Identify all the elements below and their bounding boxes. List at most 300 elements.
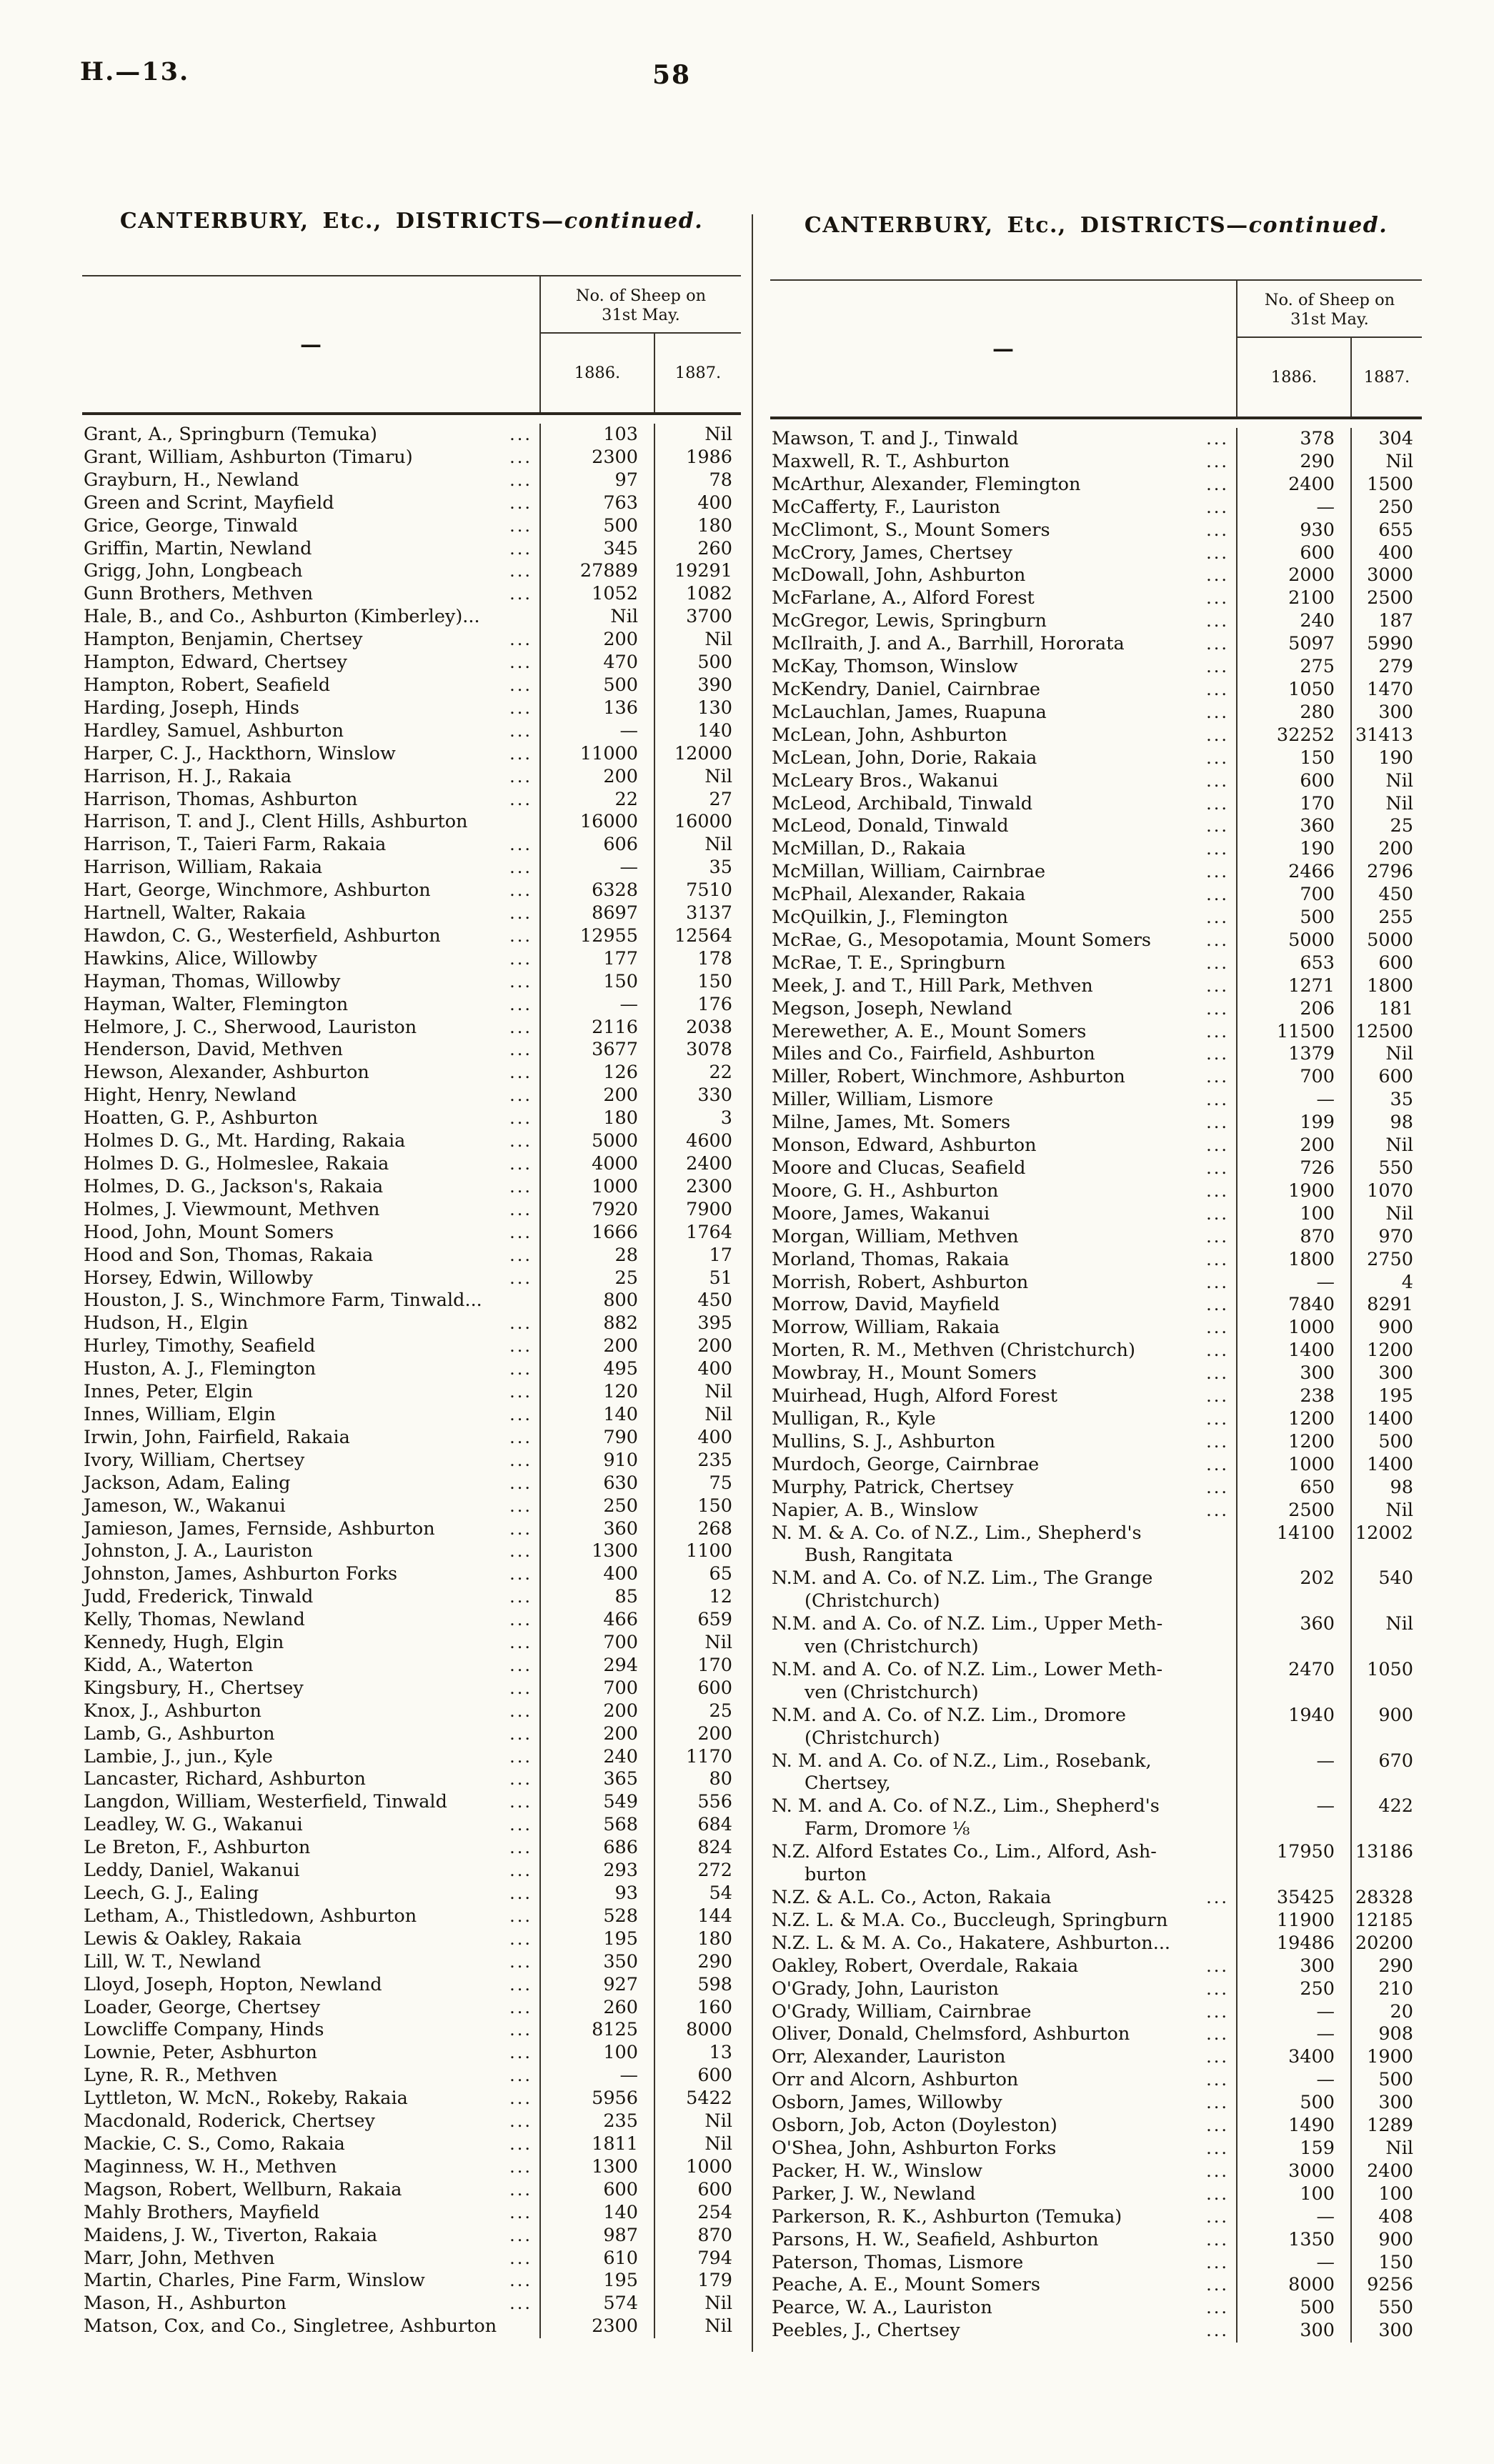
entry-name-cell [770, 1317, 1236, 1340]
value-1886: 360 [1236, 815, 1350, 838]
value-1887: 1070 [1350, 1180, 1422, 1203]
entry-name-cell [82, 1222, 539, 1245]
leader-dots: ... [509, 1176, 532, 1197]
table-row [770, 702, 1422, 724]
entry-name-cell [82, 1358, 539, 1381]
entry-name-cell [770, 1500, 1236, 1522]
entry-name-cell [82, 2179, 539, 2202]
entry-name-line [84, 1062, 539, 1084]
entry-name: Hawkins, Alice, Willowby [84, 947, 318, 969]
value-1886: 1200 [1236, 1431, 1350, 1454]
table-row [82, 1723, 741, 1746]
table-row [82, 697, 741, 720]
entry-name: Jamieson, James, Fernside, Ashburton [84, 1517, 435, 1540]
value-1886: 1666 [539, 1222, 654, 1245]
table-row [770, 815, 1422, 838]
entry-name: Hampton, Edward, Chertsey [84, 652, 347, 674]
entry-name: N.Z. Alford Estates Co., Lim., Alford, Ash- [772, 1841, 1157, 1863]
entry-name-line [84, 1540, 539, 1563]
entry-name-line [84, 447, 539, 469]
table-row [82, 834, 741, 857]
value-1887: Nil [1350, 451, 1422, 474]
entry-name-line [772, 656, 1236, 679]
table-row [82, 1540, 741, 1563]
value-1886: 2466 [1236, 861, 1350, 884]
value-1886: 240 [539, 1746, 654, 1769]
page-number: 58 [652, 60, 692, 90]
table-row [82, 1312, 741, 1335]
value-1887: 2750 [1350, 1249, 1422, 1272]
value-1887: 330 [654, 1084, 741, 1107]
entry-name: McKay, Thomson, Winslow [772, 656, 1018, 678]
value-1887: 408 [1350, 2206, 1422, 2229]
table-row [770, 1795, 1422, 1841]
leader-dots: ... [509, 2202, 532, 2223]
value-1887: 550 [1350, 2297, 1422, 2320]
leader-dots: ... [509, 903, 532, 924]
entry-name-line [84, 2315, 539, 2338]
entry-name-cell [82, 697, 539, 720]
value-1886: 7920 [539, 1199, 654, 1222]
entry-name: N. M. & A. Co. of N.Z., Lim., Shepherd's [772, 1522, 1142, 1544]
entry-name-line [84, 1632, 539, 1655]
entry-name-line [772, 474, 1236, 497]
table-row [82, 1860, 741, 1882]
leader-dots: ... [1206, 2183, 1229, 2204]
value-1886: 200 [539, 1723, 654, 1746]
entry-name: Pearce, W. A., Lauriston [772, 2297, 992, 2319]
entry-name-cell [82, 2202, 539, 2225]
entry-name: Maidens, J. W., Tiverton, Rakaia [84, 2224, 378, 2246]
table-row [82, 1518, 741, 1541]
value-1886: 97 [539, 469, 654, 492]
value-1887: 181 [1350, 998, 1422, 1021]
value-1887: 450 [654, 1290, 741, 1312]
value-1887: 290 [1350, 1955, 1422, 1978]
value-1886: 238 [1236, 1385, 1350, 1408]
entry-name: Lewis & Oakley, Rakaia [84, 1927, 302, 1950]
value-1887: 2796 [1350, 861, 1422, 884]
entry-name: Muirhead, Hugh, Alford Forest [772, 1385, 1057, 1407]
entry-name: Lowcliffe Company, Hinds [84, 2019, 324, 2041]
entry-name-cell [82, 1404, 539, 1427]
entry-name: McClimont, S., Mount Somers [772, 519, 1050, 541]
entry-name: Grice, George, Tinwald [84, 514, 299, 537]
leader-dots: ... [1206, 1408, 1229, 1429]
entry-name: Miles and Co., Fairfield, Ashburton [772, 1043, 1095, 1065]
leader-dots: ... [509, 561, 532, 582]
leader-dots: ... [1206, 1295, 1229, 1315]
leader-dots: ... [509, 1518, 532, 1539]
leader-dots: ... [1206, 1203, 1229, 1224]
value-1887: 51 [654, 1267, 741, 1290]
value-1887: 5000 [1350, 929, 1422, 952]
table-row [82, 2202, 741, 2225]
entry-name: Grayburn, H., Newland [84, 469, 299, 491]
value-1887: 7510 [654, 879, 741, 902]
entry-name-line [772, 1932, 1236, 1955]
entry-name-line [772, 1294, 1236, 1317]
entry-name-cell [770, 1659, 1236, 1705]
table-row [82, 1746, 741, 1769]
entry-name: Irwin, John, Fairfield, Rakaia [84, 1426, 350, 1448]
value-1886: 275 [1236, 656, 1350, 679]
entry-name-continuation: burton [805, 1864, 867, 1886]
entry-name: N.M. and A. Co. of N.Z. Lim., The Grange [772, 1567, 1153, 1590]
value-1887: 3700 [654, 606, 741, 629]
value-1886: 500 [1236, 2297, 1350, 2320]
entry-name-continuation: Chertsey, [805, 1772, 891, 1795]
value-1886: 500 [1236, 2092, 1350, 2115]
value-1887: 1800 [1350, 975, 1422, 998]
leader-dots: ... [1206, 907, 1229, 928]
table-row [770, 1134, 1422, 1157]
table-row [770, 1021, 1422, 1044]
entry-name: Megson, Joseph, Newland [772, 997, 1012, 1019]
leader-dots: ... [1206, 519, 1229, 540]
value-1887: 400 [654, 1427, 741, 1450]
value-1886: 120 [539, 1381, 654, 1404]
entry-name-cell [82, 2042, 539, 2065]
table-row [82, 2293, 741, 2315]
value-1887: 12500 [1350, 1021, 1422, 1044]
entry-name: Lamb, G., Ashburton [84, 1722, 275, 1745]
leader-dots: ... [509, 2156, 532, 2177]
table-row [770, 451, 1422, 474]
table-row [82, 925, 741, 948]
entry-name-line [84, 811, 539, 834]
entry-name-continuation: Farm, Dromore ⅛ [805, 1818, 970, 1840]
entry-name-cell [82, 1768, 539, 1791]
leader-dots: ... [1206, 657, 1229, 677]
leader-dots: ... [509, 1359, 532, 1380]
value-1886: 85 [539, 1586, 654, 1609]
entry-name-cell [82, 1540, 539, 1563]
entry-name: Hart, George, Winchmore, Ashburton [84, 879, 431, 902]
entry-name-cell [770, 1910, 1236, 1932]
table-row [770, 1157, 1422, 1180]
value-1887: 4600 [654, 1130, 741, 1153]
table-row [770, 2092, 1422, 2115]
value-1887: 210 [1350, 1978, 1422, 2001]
entry-name-cell [82, 652, 539, 674]
table-row [770, 1567, 1422, 1613]
entry-name-cell [82, 1905, 539, 1928]
leader-dots: ... [509, 1815, 532, 1835]
entry-name: Holmes, J. Viewmount, Methven [84, 1198, 380, 1220]
entry-name-cell [82, 1290, 539, 1312]
value-1887: 600 [1350, 1066, 1422, 1089]
leader-dots: ... [509, 880, 532, 901]
entry-name: Innes, Peter, Elgin [84, 1381, 254, 1403]
value-1886: 170 [1236, 793, 1350, 816]
entry-name-line [772, 1021, 1236, 1044]
entry-name-cell [82, 1427, 539, 1450]
entry-name: N. M. and A. Co. of N.Z., Lim., Rosebank, [772, 1750, 1152, 1772]
entry-name-line [772, 1180, 1236, 1203]
entry-name: Orr and Alcorn, Ashburton [772, 2069, 1019, 2091]
value-1887: 5422 [654, 2088, 741, 2110]
entry-name-cell [82, 629, 539, 652]
value-1886: 2000 [1236, 564, 1350, 587]
entry-name-line [772, 679, 1236, 702]
entry-name-line [84, 2019, 539, 2042]
leader-dots: ... [1206, 952, 1229, 973]
table-row [82, 971, 741, 994]
entry-name-cell [82, 1837, 539, 1860]
entry-name: Mackie, C. S., Como, Rakaia [84, 2133, 345, 2155]
value-1886: 500 [1236, 907, 1350, 929]
value-1887: 25 [654, 1700, 741, 1723]
entry-name: Kennedy, Hugh, Elgin [84, 1632, 284, 1654]
leader-dots: ... [1206, 1317, 1229, 1338]
entry-name-line [84, 538, 539, 561]
leader-dots: ... [1206, 884, 1229, 905]
leader-dots: ... [1206, 1021, 1229, 1042]
value-1886: 1400 [1236, 1340, 1350, 1362]
value-1887: 13186 [1350, 1841, 1422, 1887]
table-row [770, 2138, 1422, 2160]
sheep-header-line2: 31st May. [602, 306, 680, 324]
leader-dots: ... [1206, 862, 1229, 882]
value-1887: 540 [1350, 1567, 1422, 1613]
table-row [770, 610, 1422, 633]
value-1886: 882 [539, 1312, 654, 1335]
leader-dots: ... [509, 2088, 532, 2109]
value-1886: 2400 [1236, 474, 1350, 497]
table-row [82, 515, 741, 538]
leader-dots: ... [509, 584, 532, 604]
entry-name-cell [770, 1955, 1236, 1978]
entry-name: Houston, J. S., Winchmore Farm, Tinwald... [84, 1290, 482, 1312]
leader-dots: ... [1206, 2070, 1229, 2090]
leader-dots: ... [509, 652, 532, 673]
table-title-main: CANTERBURY, Etc., DISTRICTS— [804, 213, 1249, 238]
value-1887: 550 [1350, 1157, 1422, 1180]
entry-name-line [84, 1084, 539, 1107]
value-1886: — [1236, 1750, 1350, 1796]
table-row [770, 975, 1422, 998]
value-1887: 272 [654, 1860, 741, 1882]
table-row [770, 1249, 1422, 1272]
table-row [82, 1267, 741, 1290]
leader-dots: ... [509, 2111, 532, 2132]
entry-name-cell [82, 1199, 539, 1222]
value-1886: 150 [539, 971, 654, 994]
value-1886: 8697 [539, 902, 654, 925]
entry-name-line [772, 838, 1236, 861]
value-1886: 25 [539, 1267, 654, 1290]
value-1887: 304 [1350, 428, 1422, 451]
entry-name-line [772, 2320, 1236, 2343]
value-1886: 600 [1236, 542, 1350, 565]
value-1886: 1350 [1236, 2229, 1350, 2252]
entry-name-cell [82, 994, 539, 1017]
leader-dots: ... [509, 1928, 532, 1949]
entry-name-line [772, 1431, 1236, 1454]
year-1886-header: 1886. [574, 364, 621, 382]
leader-dots: ... [1206, 1454, 1229, 1475]
entry-name-line [84, 1928, 539, 1951]
value-1886: 1000 [1236, 1454, 1350, 1477]
table-row [82, 2065, 741, 2088]
entry-name-cell [770, 2160, 1236, 2183]
value-1886: 700 [1236, 884, 1350, 907]
entry-name-cell [770, 1134, 1236, 1157]
entry-name-cell [770, 1567, 1236, 1613]
value-1886: 200 [539, 766, 654, 789]
entry-name: Osborn, Job, Acton (Doyleston) [772, 2115, 1057, 2137]
value-1886: 4000 [539, 1153, 654, 1176]
entry-name-cell [770, 1431, 1236, 1454]
leader-dots: ... [1206, 2093, 1229, 2113]
value-1886: 600 [539, 2179, 654, 2202]
value-1886: 700 [539, 1632, 654, 1655]
entry-name-cell [82, 1518, 539, 1541]
entry-name: McLean, John, Dorie, Rakaia [772, 747, 1037, 769]
entry-name-cell [770, 1112, 1236, 1134]
entry-name: Le Breton, F., Ashburton [84, 1837, 311, 1859]
value-1887: 31413 [1350, 724, 1422, 747]
entry-name-line [84, 1860, 539, 1882]
entry-name: Harrison, H. J., Rakaia [84, 765, 292, 787]
value-1887: Nil [1350, 1500, 1422, 1522]
value-1887: 1500 [1350, 474, 1422, 497]
entry-name-line [84, 948, 539, 971]
name-column-header [770, 281, 1237, 417]
entry-name-cell [770, 1043, 1236, 1066]
leader-dots: ... [509, 2270, 532, 2291]
value-1886: 790 [539, 1427, 654, 1450]
entry-name-line [772, 1089, 1236, 1112]
entry-name-cell [770, 2252, 1236, 2275]
table-row [82, 1563, 741, 1586]
entry-name: McLeod, Donald, Tinwald [772, 815, 1009, 837]
entry-name-cell [770, 1249, 1236, 1272]
leader-dots: ... [509, 789, 532, 809]
entry-name-line [772, 587, 1236, 610]
value-1887: Nil [1350, 1043, 1422, 1066]
leader-dots: ... [1206, 1978, 1229, 1999]
entry-name-line [84, 720, 539, 743]
entry-name: Orr, Alexander, Lauriston [772, 2046, 1006, 2068]
leader-dots: ... [1206, 1112, 1229, 1133]
value-1887: 9256 [1350, 2274, 1422, 2297]
entry-name-line [84, 1768, 539, 1791]
value-1886: 5000 [539, 1130, 654, 1153]
entry-name: Miller, Robert, Winchmore, Ashburton [772, 1066, 1125, 1088]
value-1887: 300 [1350, 1362, 1422, 1385]
leader-dots: ... [1206, 1249, 1229, 1270]
value-1886: 159 [1236, 2138, 1350, 2160]
leader-dots: ... [509, 469, 532, 490]
entry-name-line [84, 583, 539, 606]
leader-dots: ... [1206, 2115, 1229, 2136]
entry-name-line [84, 2088, 539, 2110]
leader-dots: ... [509, 1974, 532, 1995]
value-1887: 255 [1350, 907, 1422, 929]
entry-name-line [84, 1905, 539, 1928]
value-1887: 970 [1350, 1226, 1422, 1249]
value-1886: 930 [1236, 519, 1350, 542]
value-1886: 2116 [539, 1017, 654, 1039]
entry-name: McIlraith, J. and A., Barrhill, Hororata [772, 633, 1125, 655]
table-row [82, 1997, 741, 2020]
value-1887: 4 [1350, 1272, 1422, 1295]
table-row [82, 1837, 741, 1860]
value-1886: 528 [539, 1905, 654, 1928]
entry-name: Oakley, Robert, Overdale, Rakaia [772, 1955, 1079, 1977]
entry-name-cell [770, 633, 1236, 656]
table-row [770, 564, 1422, 587]
table-row [770, 2297, 1422, 2320]
entry-name-line [772, 1272, 1236, 1295]
entry-name: Loader, George, Chertsey [84, 1996, 321, 2018]
entry-name-cell [82, 2088, 539, 2110]
value-1886: — [1236, 2001, 1350, 2024]
value-1887: 500 [1350, 2069, 1422, 2092]
table-row [82, 1951, 741, 1974]
table-rows [82, 415, 741, 2338]
leader-dots: ... [509, 1632, 532, 1653]
entry-name: Hale, B., and Co., Ashburton (Kimberley)... [84, 606, 480, 628]
table-row [770, 1043, 1422, 1066]
leader-dots: ... [1206, 839, 1229, 859]
entry-name-cell [770, 929, 1236, 952]
entry-name-cell [82, 720, 539, 743]
entry-name-line [772, 428, 1236, 451]
entry-name: Innes, William, Elgin [84, 1403, 276, 1425]
entry-name: Peache, A. E., Mount Somers [772, 2274, 1040, 2296]
leader-dots: ... [509, 1495, 532, 1516]
entry-name-cell [770, 2274, 1236, 2297]
entry-name-line [84, 1586, 539, 1609]
entry-name-line [84, 2156, 539, 2179]
table-row [770, 1910, 1422, 1932]
value-1886: 870 [1236, 1226, 1350, 1249]
entry-name-line [84, 2248, 539, 2270]
table-row [770, 1112, 1422, 1134]
value-1887: 12000 [654, 743, 741, 766]
table-title-continued: continued. [1248, 213, 1388, 238]
table-row [82, 1928, 741, 1951]
table-row [770, 1705, 1422, 1750]
value-1887: 500 [654, 652, 741, 674]
value-1887: 187 [1350, 610, 1422, 633]
value-1886: 1300 [539, 1540, 654, 1563]
leader-dots: ... [509, 1792, 532, 1812]
value-1886: — [1236, 2252, 1350, 2275]
leader-dots: ... [509, 424, 532, 444]
leader-dots: ... [509, 1245, 532, 1265]
value-1886: 653 [1236, 952, 1350, 975]
table-row [82, 1176, 741, 1199]
entry-name-line [84, 1427, 539, 1450]
entry-name-line [84, 1245, 539, 1267]
table-row [770, 2046, 1422, 2069]
entry-name-line [84, 2202, 539, 2225]
table-row [770, 1932, 1422, 1955]
value-1887: 670 [1350, 1750, 1422, 1796]
value-1887: 684 [654, 1814, 741, 1837]
leader-dots: ... [509, 1860, 532, 1881]
leader-dots: ... [509, 1199, 532, 1219]
value-1886: 200 [539, 629, 654, 652]
value-1886: 293 [539, 1860, 654, 1882]
entry-name-line [84, 1723, 539, 1746]
entry-name-cell [82, 1267, 539, 1290]
entry-name-line [84, 743, 539, 766]
